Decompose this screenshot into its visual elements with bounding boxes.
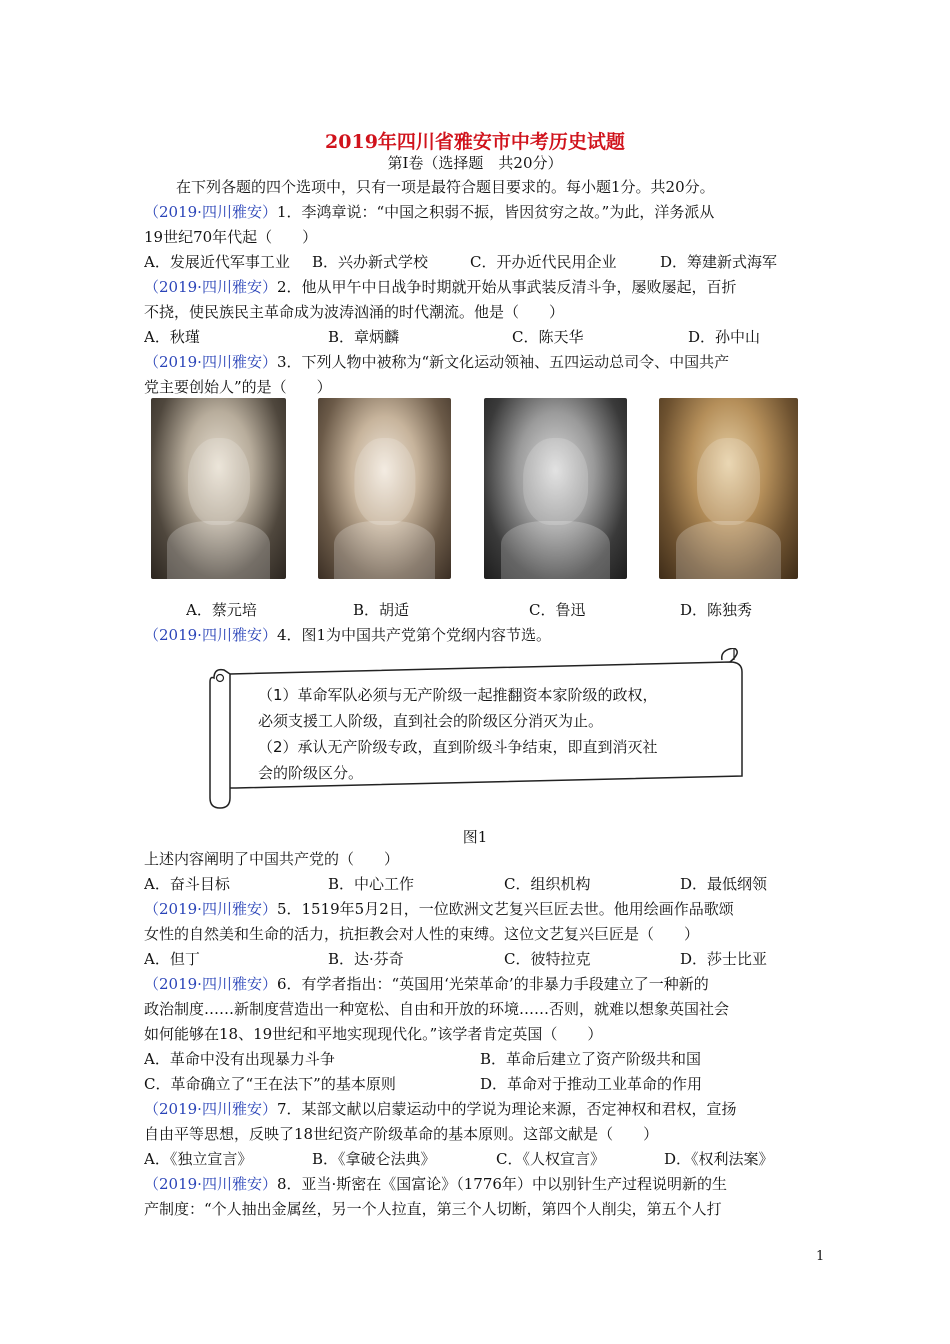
option-c: C．开办近代民用企业	[470, 253, 617, 271]
source-tag: （2019·四川雅安）	[144, 1100, 277, 1118]
question-4-options	[144, 872, 816, 896]
question-5	[144, 897, 816, 921]
option-c: C．革命确立了“王在法下”的基本原则	[144, 1075, 396, 1093]
option-a: A．发展近代军事工业	[144, 253, 290, 271]
question-8	[144, 1172, 816, 1196]
option-a: A．蔡元培	[186, 601, 257, 619]
option-b: B．章炳麟	[328, 328, 400, 346]
question-7-line2: 自由平等思想，反映了18世纪资产阶级革命的基本原则。这部文献是（ ）	[144, 1125, 659, 1143]
question-1-options	[144, 250, 816, 274]
option-a: A．但丁	[144, 950, 200, 968]
option-b: B．达·芬奇	[328, 950, 404, 968]
source-tag: （2019·四川雅安）	[144, 203, 277, 221]
question-8-line2: 产制度：“个人抽出金属丝，另一个人拉直，第三个人切断，第四个人削尖，第五个人打	[144, 1200, 722, 1218]
question-6-options-ab	[144, 1047, 816, 1071]
question-7	[144, 1097, 816, 1121]
question-2-options	[144, 325, 816, 349]
option-b: B．革命后建立了资产阶级共和国	[480, 1050, 702, 1068]
section-subtitle: 第Ⅰ卷（选择题 共20分）	[387, 154, 563, 172]
option-b: B．中心工作	[328, 875, 415, 893]
source-tag: （2019·四川雅安）	[144, 900, 277, 918]
question-3-text: 3．下列人物中被称为“新文化运动领袖、五四运动总司令、中国共产	[276, 353, 730, 371]
option-d: D．革命对于推动工业革命的作用	[480, 1075, 703, 1093]
option-a: A．奋斗目标	[144, 875, 230, 893]
source-tag: （2019·四川雅安）	[144, 278, 277, 296]
scroll-line: （2）承认无产阶级专政，直到阶级斗争结束，即直到消灭社	[258, 738, 658, 756]
scroll-line: 会的阶级区分。	[258, 764, 364, 782]
option-d: D．孙中山	[688, 328, 761, 346]
scroll-content	[258, 682, 728, 786]
option-d: D．筹建新式海军	[660, 253, 778, 271]
option-a: A．革命中没有出现暴力斗争	[144, 1050, 335, 1068]
party-program-scroll	[206, 648, 746, 812]
option-c: C．鲁迅	[529, 601, 586, 619]
figure-label: 图1	[462, 828, 488, 846]
option-c: C．彼特拉克	[504, 950, 591, 968]
exam-title: 2019年四川省雅安市中考历史试题	[325, 131, 625, 153]
option-c: C．组织机构	[504, 875, 591, 893]
question-4-text: 4．图1为中国共产党第个党纲内容节选。	[276, 626, 552, 644]
question-3-line2: 党主要创始人”的是（ ）	[144, 378, 332, 396]
question-8-text: 8．亚当·斯密在《国富论》（1776年）中以别针生产过程说明新的生	[276, 1175, 727, 1193]
page-number: 1	[816, 1249, 825, 1264]
question-1-text: 1．李鸿章说：“中国之积弱不振，皆因贫穷之故。”为此，洋务派从	[276, 203, 715, 221]
option-d: D．陈独秀	[680, 601, 753, 619]
portrait-photo-a	[151, 398, 286, 579]
question-5-options	[144, 947, 816, 971]
question-4	[144, 623, 816, 647]
question-2-line2: 不挠，使民族民主革命成为波涛汹涌的时代潮流。他是（ ）	[144, 303, 565, 321]
option-b: B．兴办新式学校	[312, 253, 429, 271]
question-7-text: 7．某部文献以启蒙运动中的学说为理论来源，否定神权和君权，宣扬	[276, 1100, 737, 1118]
question-2	[144, 275, 816, 299]
scroll-line: 必须支援工人阶级，直到社会的阶级区分消灭为止。	[258, 712, 604, 730]
option-c: C．陈天华	[512, 328, 584, 346]
question-6-line2: 政治制度……新制度营造出一种宽松、自由和开放的环境……否则，就难以想象英国社会	[144, 1000, 730, 1018]
question-2-text: 2．他从甲午中日战争时期就开始从事武装反清斗争，屡败屡起，百折	[276, 278, 737, 296]
source-tag: （2019·四川雅安）	[144, 353, 277, 371]
question-3	[144, 350, 816, 374]
option-c: C．《人权宣言》	[496, 1150, 605, 1168]
option-d: D．《权利法案》	[664, 1150, 774, 1168]
option-b: B．《拿破仑法典》	[312, 1150, 436, 1168]
option-d: D．最低纲领	[680, 875, 768, 893]
question-3-options	[186, 598, 786, 622]
question-5-line2: 女性的自然美和生命的活力，抗拒教会对人性的束缚。这位文艺复兴巨匠是（ ）	[144, 925, 700, 943]
question-1	[144, 200, 816, 224]
instruction-text: 在下列各题的四个选项中，只有一项是最符合题目要求的。每小题1分。共20分。	[176, 178, 715, 196]
question-7-options	[144, 1147, 816, 1171]
portrait-photo-b	[318, 398, 451, 579]
question-4-stem: 上述内容阐明了中国共产党的（ ）	[144, 850, 400, 868]
source-tag: （2019·四川雅安）	[144, 626, 277, 644]
scroll-line: （1）革命军队必须与无产阶级一起推翻资本家阶级的政权，	[258, 686, 658, 704]
option-b: B．胡适	[353, 601, 410, 619]
portrait-photo-d	[659, 398, 798, 579]
question-5-text: 5．1519年5月2日，一位欧洲文艺复兴巨匠去世。他用绘画作品歌颂	[276, 900, 734, 918]
option-a: A．秋瑾	[144, 328, 200, 346]
option-a: A．《独立宣言》	[144, 1150, 253, 1168]
question-6	[144, 972, 816, 996]
question-1-line2: 19世纪70年代起（ ）	[144, 228, 318, 246]
question-6-options-cd	[144, 1072, 816, 1096]
source-tag: （2019·四川雅安）	[144, 1175, 277, 1193]
question-6-text: 6．有学者指出：“英国用‘光荣革命’的非暴力手段建立了一种新的	[276, 975, 709, 993]
source-tag: （2019·四川雅安）	[144, 975, 277, 993]
option-d: D．莎士比亚	[680, 950, 768, 968]
portrait-photo-c	[484, 398, 627, 579]
question-6-line3: 如何能够在18、19世纪和平地实现现代化。”该学者肯定英国（ ）	[144, 1025, 603, 1043]
